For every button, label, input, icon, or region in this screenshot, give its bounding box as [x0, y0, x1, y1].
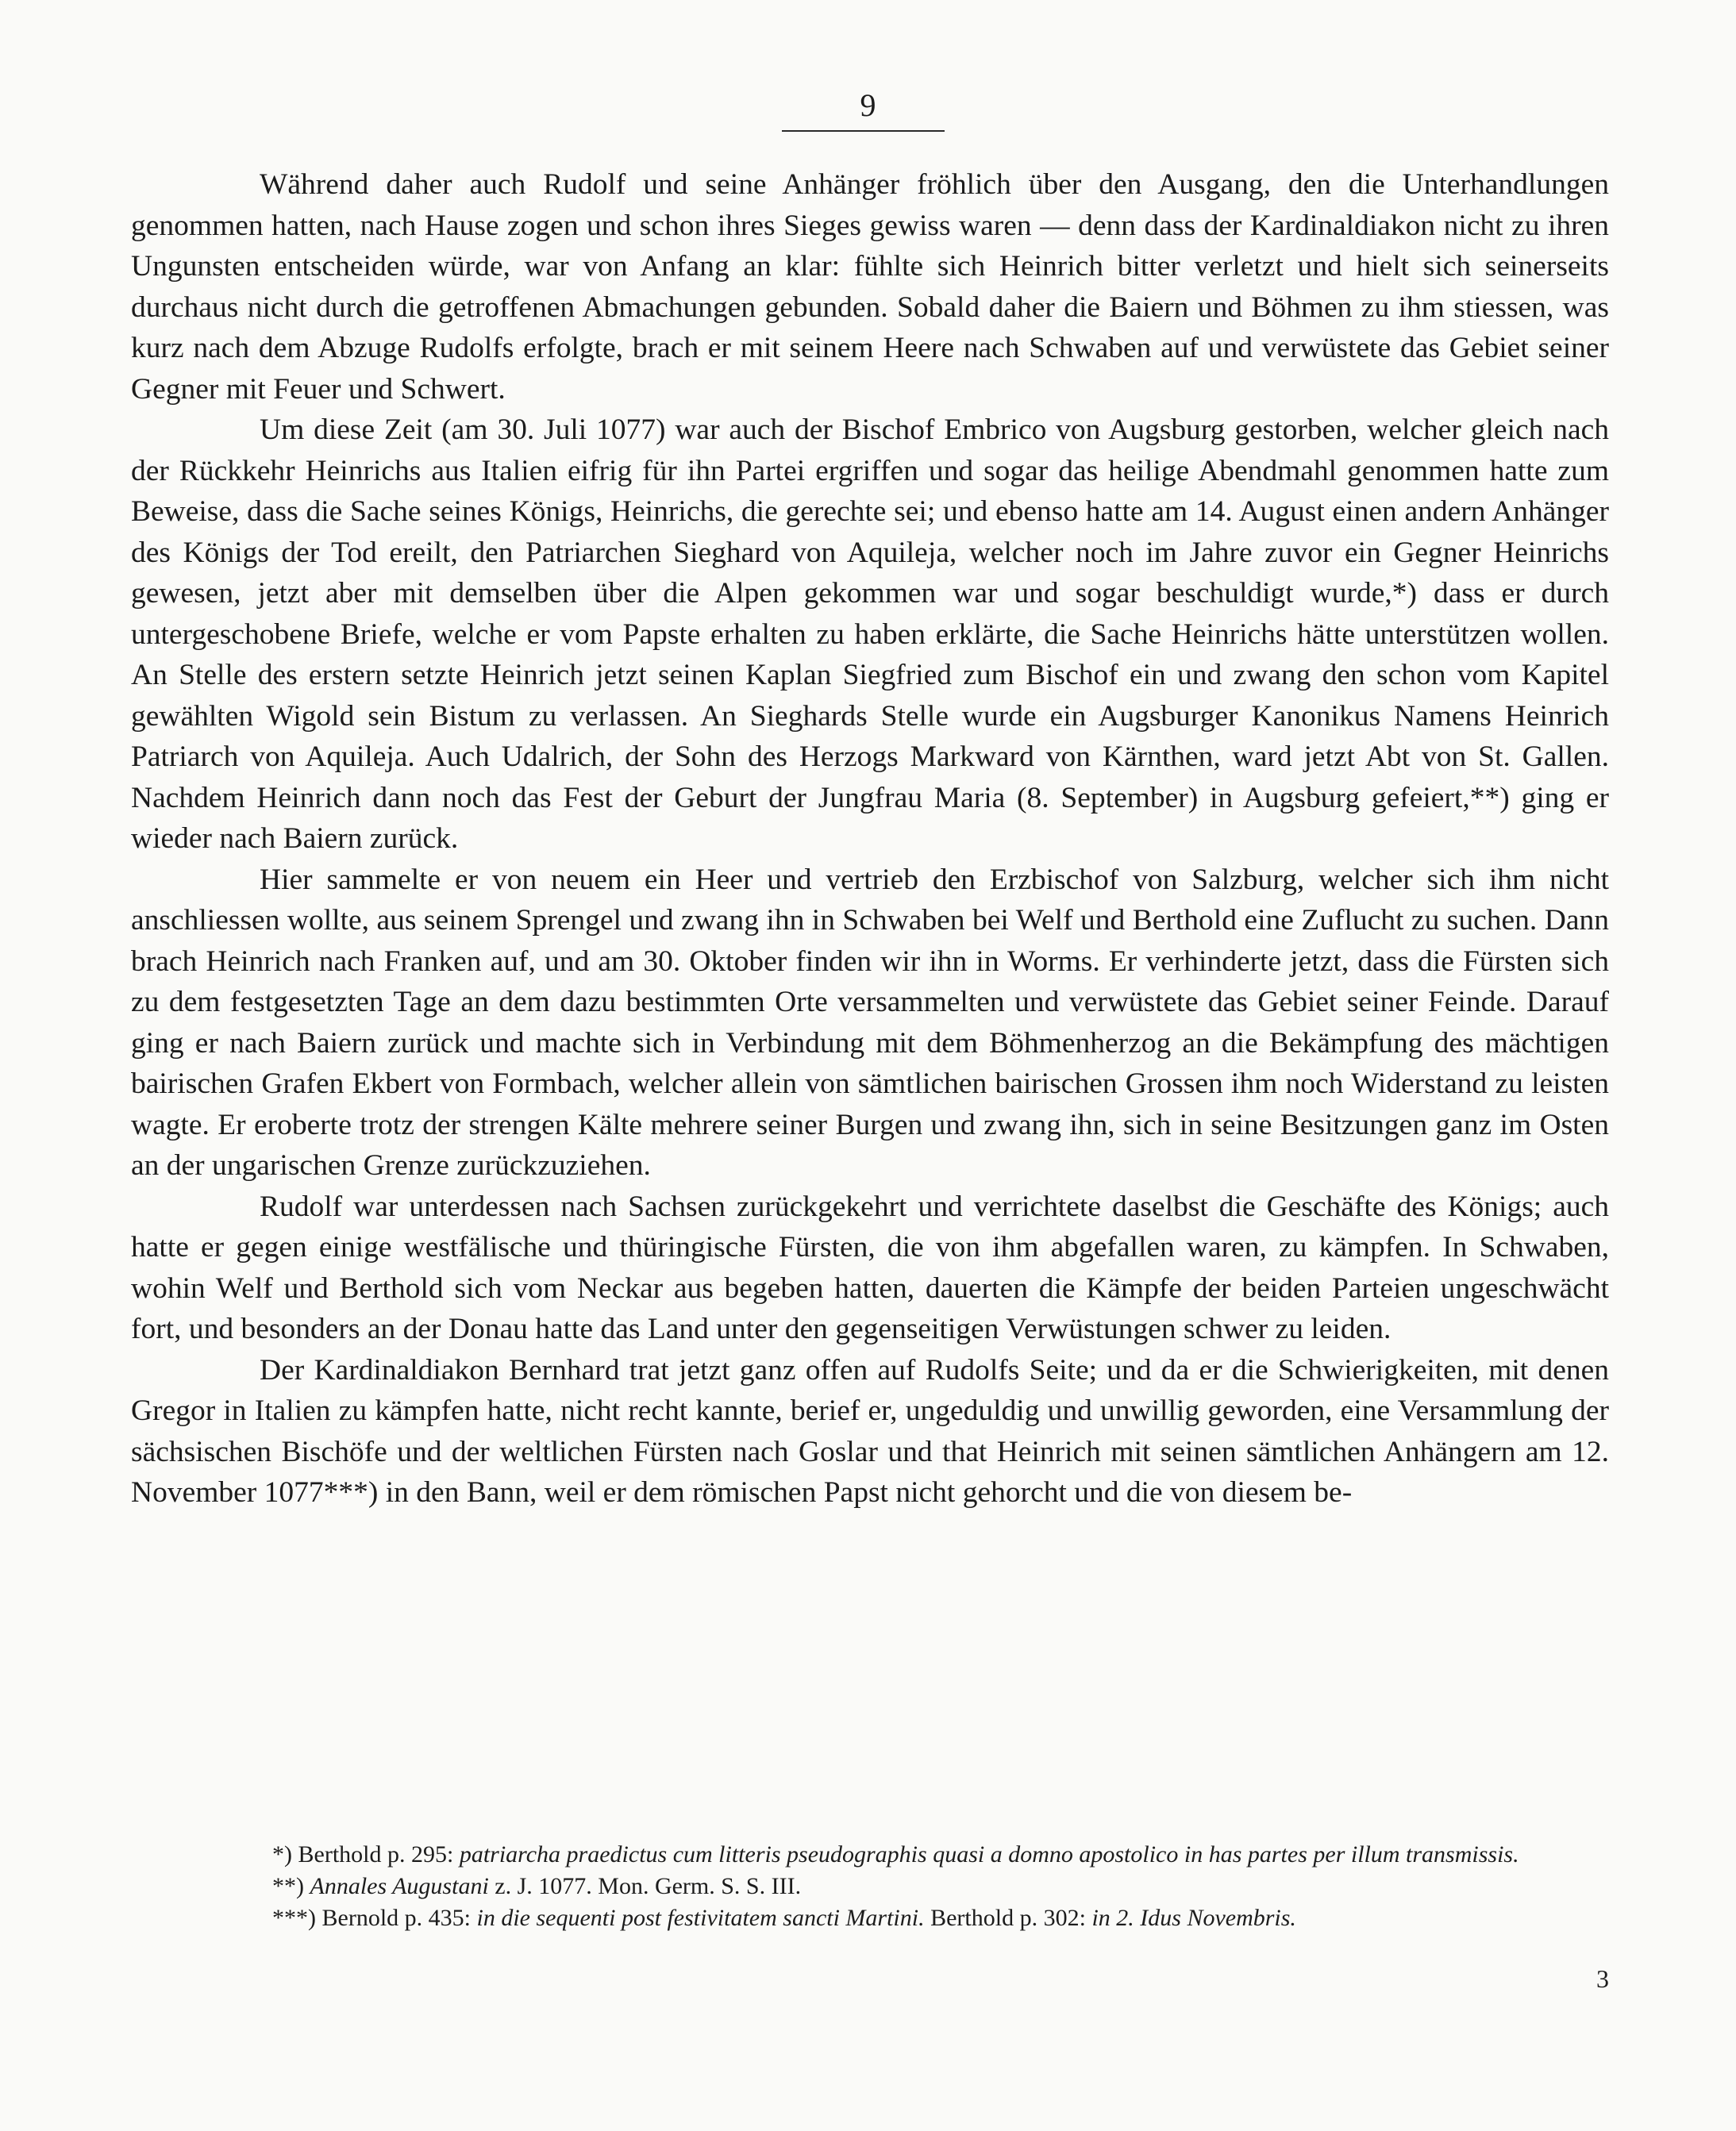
footnote-1 — [131, 1839, 1609, 1871]
paragraph: Während daher auch Rudolf und seine Anhänger fröhlich über den Ausgang, den die Unterhandlungen genommen hatten, nach Hause zogen und schon ihres Sieges gewiss waren — denn dass der Kardinaldiakon nicht zu ihren Ungunsten entscheiden würde, war von Anfang an klar: fühlte sich Heinrich bitter verletzt und hielt sich seinerseits durchaus nicht durch die getroffenen Abmachungen gebunden. Sobald daher die Baiern und Böhmen zu ihm stiessen, was kurz nach dem Abzuge Rudolfs erfolgte, brach er mit seinem Heere nach Schwaben auf und verwüstete das Gebiet seiner Gegner mit Feuer und Schwert. — [131, 168, 1609, 406]
page-number: 9 — [860, 87, 876, 123]
footnote-quote: in 2. Idus Novembris. — [1091, 1905, 1296, 1931]
footnote-source: Berthold p. 295: — [298, 1841, 454, 1868]
paragraph: Der Kardinaldiakon Bernhard trat jetzt ganz offen auf Rudolfs Seite; und da er die Schwierigkeiten, mit denen Gregor in Italien zu kämpfen hatte, nicht recht kannte, berief er, ungeduldig und unwillig geworden, eine Versammlung der sächsischen Bischöfe und der weltlichen Fürsten nach Goslar und that Heinrich mit seinen sämtlichen Anhängern am 12. November 1077***) in den Bann, weil er dem römischen Papst nicht gehorcht und die von diesem be- — [131, 1353, 1609, 1509]
body-text — [131, 164, 1609, 1514]
footnote-marker: **) — [272, 1873, 304, 1899]
paragraph: Rudolf war unterdessen nach Sachsen zurückgekehrt und verrichtete daselbst die Geschäfte des Königs; auch hatte er gegen einige westfälische und thüringische Fürsten, die von ihm abgefallen waren, zu kämpfen. In Schwaben, wohin Welf und Berthold sich vom Neckar aus begeben hatten, dauerten die Kämpfe der beiden Parteien ungeschwächt fort, und besonders an der Donau hatte das Land unter den gegenseitigen Verwüstungen schwer zu leiden. — [131, 1190, 1609, 1345]
footnote-citation: z. J. 1077. Mon. Germ. S. S. III. — [495, 1873, 802, 1899]
footnotes — [131, 1839, 1609, 1934]
footnote-source: Berthold p. 302: — [930, 1905, 1086, 1931]
footnote-marker: *) — [272, 1841, 292, 1868]
footnote-quote: patriarcha praedictus cum litteris pseudographis quasi a domno apostolico in has partes per illum transmissis. — [459, 1841, 1519, 1868]
page-number-rule — [782, 130, 945, 132]
footnote-marker: ***) — [272, 1905, 316, 1931]
footnote-source: Annales Augustani — [310, 1873, 489, 1899]
footnote-3 — [131, 1902, 1609, 1934]
signature-mark: 3 — [1596, 1964, 1609, 1993]
paragraph: Um diese Zeit (am 30. Juli 1077) war auch der Bischof Embrico von Augsburg gestorben, welcher gleich nach der Rückkehr Heinrichs aus Italien eifrig für ihn Partei ergriffen und sogar das heilige Abendmahl genommen hatte zum Beweise, dass die Sache seines Königs, Heinrichs, die gerechte sei; und ebenso hatte am 14. August einen andern Anhänger des Königs der Tod ereilt, den Patriarchen Sieghard von Aquileja, welcher noch im Jahre zuvor ein Gegner Heinrichs gewesen, jetzt aber mit demselben über die Alpen gekommen war und sogar beschuldigt wurde,*) dass er durch untergeschobene Briefe, welche er vom Papste erhalten zu haben erklärte, die Sache Heinrichs hätte unterstützen wollen. An Stelle des erstern setzte Heinrich jetzt seinen Kaplan Siegfried zum Bischof ein und zwang den schon vom Kapitel gewählten Wigold sein Bistum zu verlassen. An Sieghards Stelle wurde ein Augsburger Kanonikus Namens Heinrich Patriarch von Aquileja. Auch Udalrich, der Sohn des Herzogs Markward von Kärnthen, ward jetzt Abt von St. Gallen. Nachdem Heinrich dann noch das Fest der Geburt der Jungfrau Maria (8. September) in Augsburg gefeiert,**) ging er wieder nach Baiern zurück. — [131, 414, 1609, 855]
footnote-source: Bernold p. 435: — [321, 1905, 471, 1931]
footnote-quote: in die sequenti post festivitatem sancti Martini. — [476, 1905, 925, 1931]
paragraph: Hier sammelte er von neuem ein Heer und vertrieb den Erzbischof von Salzburg, welcher sich ihm nicht anschliessen wollte, aus seinem Sprengel und zwang ihn in Schwaben bei Welf und Berthold eine Zuflucht zu suchen. Dann brach Heinrich nach Franken auf, und am 30. Oktober finden wir ihn in Worms. Er verhinderte jetzt, dass die Fürsten sich zu dem festgesetzten Tage an dem dazu bestimmten Orte versammelten und verwüstete das Gebiet seiner Feinde. Darauf ging er nach Baiern zurück und machte sich in Verbindung mit dem Böhmenherzog an die Bekämpfung des mächtigen bairischen Grafen Ekbert von Formbach, welcher allein von sämtlichen bairischen Grossen ihm noch Widerstand zu leisten wagte. Er eroberte trotz der strengen Kälte mehrere seiner Burgen und zwang ihn, sich in seine Besitzungen ganz im Osten an der ungarischen Grenze zurückzuziehen. — [131, 863, 1609, 1182]
footnote-2 — [131, 1871, 1609, 1902]
